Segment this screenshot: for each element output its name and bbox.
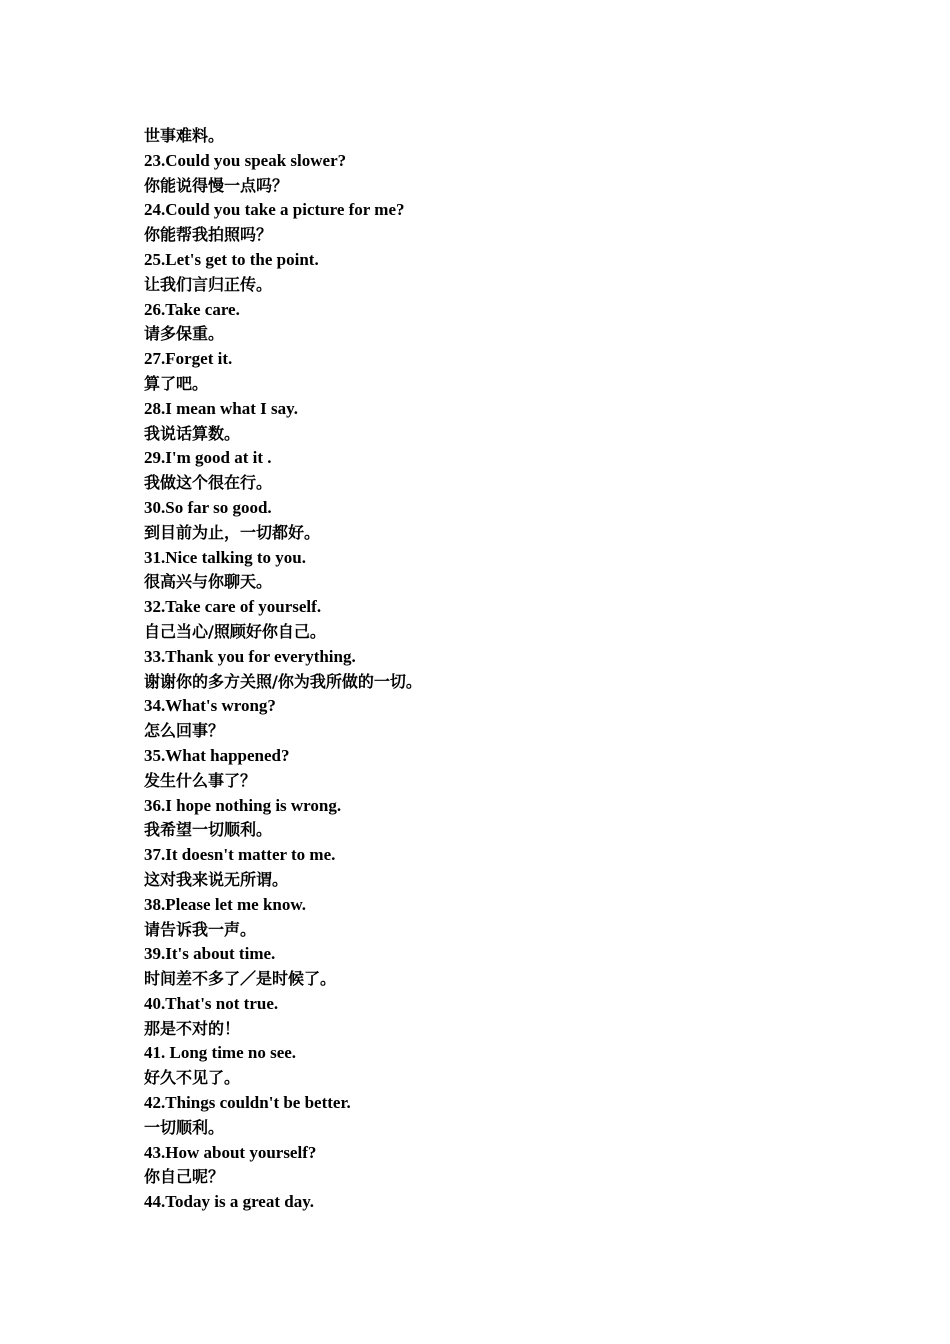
text-line-zh: 一切顺利。 <box>144 1117 225 1137</box>
document-page <box>144 124 844 1215</box>
text-line-en: 26.Take care. <box>144 299 240 319</box>
text-line-en: 31.Nice talking to you. <box>144 547 306 567</box>
text-line-en: 43.How about yourself? <box>144 1142 317 1162</box>
text-line-en: 23.Could you speak slower? <box>144 150 347 170</box>
text-line-zh: 你自己呢？ <box>144 1167 225 1187</box>
text-line-en: 34.What's wrong? <box>144 696 276 716</box>
text-line-zh: 你能帮我拍照吗？ <box>144 225 273 245</box>
text-line-en: 35.What happened? <box>144 745 290 765</box>
text-line-zh: 你能说得慢一点吗？ <box>144 175 289 195</box>
text-line-zh: 很高兴与你聊天。 <box>144 572 273 592</box>
text-line-zh: 时间差不多了／是时候了。 <box>144 969 337 989</box>
text-line-zh: 算了吧。 <box>144 373 209 393</box>
text-line-en: 27.Forget it. <box>144 349 233 369</box>
text-line-en: 39.It's about time. <box>144 944 276 964</box>
text-line-zh: 我做这个很在行。 <box>144 473 273 493</box>
text-line-zh: 谢谢你的多方关照/你为我所做的一切。 <box>144 671 422 691</box>
text-line-zh: 那是不对的！ <box>144 1018 241 1038</box>
text-line-en: 42.Things couldn't be better. <box>144 1093 351 1113</box>
text-line-zh: 到目前为止，一切都好。 <box>144 522 321 542</box>
text-line-zh: 我希望一切顺利。 <box>144 820 273 840</box>
text-line-zh: 这对我来说无所谓。 <box>144 869 289 889</box>
text-line-en: 33.Thank you for everything. <box>144 646 356 666</box>
text-line-zh: 好久不见了。 <box>144 1068 241 1088</box>
text-line-en: 44.Today is a great day. <box>144 1192 315 1212</box>
text-line-en: 38.Please let me know. <box>144 894 306 914</box>
text-line-en: 24.Could you take a picture for me? <box>144 200 405 220</box>
text-line-en: 32.Take care of yourself. <box>144 597 322 617</box>
text-line-en: 41. Long time no see. <box>144 1043 297 1063</box>
text-line-en: 36.I hope nothing is wrong. <box>144 795 342 815</box>
text-line-zh: 发生什么事了？ <box>144 770 257 790</box>
text-line-en: 28.I mean what I say. <box>144 398 298 418</box>
text-line-en: 29.I'm good at it . <box>144 448 272 468</box>
text-line-en: 40.That's not true. <box>144 993 279 1013</box>
text-line-zh: 自己当心/照顾好你自己。 <box>144 621 326 641</box>
text-line-en: 37.It doesn't matter to me. <box>144 845 336 865</box>
text-line-zh: 我说话算数。 <box>144 423 241 443</box>
text-line-zh: 请告诉我一声。 <box>144 919 257 939</box>
text-line-zh: 世事难料。 <box>144 126 225 145</box>
text-line-zh: 请多保重。 <box>144 324 225 344</box>
text-line-zh: 怎么回事？ <box>144 721 225 741</box>
text-line-en: 30.So far so good. <box>144 497 272 517</box>
text-line-zh: 让我们言归正传。 <box>144 274 273 294</box>
text-line-en: 25.Let's get to the point. <box>144 249 319 269</box>
